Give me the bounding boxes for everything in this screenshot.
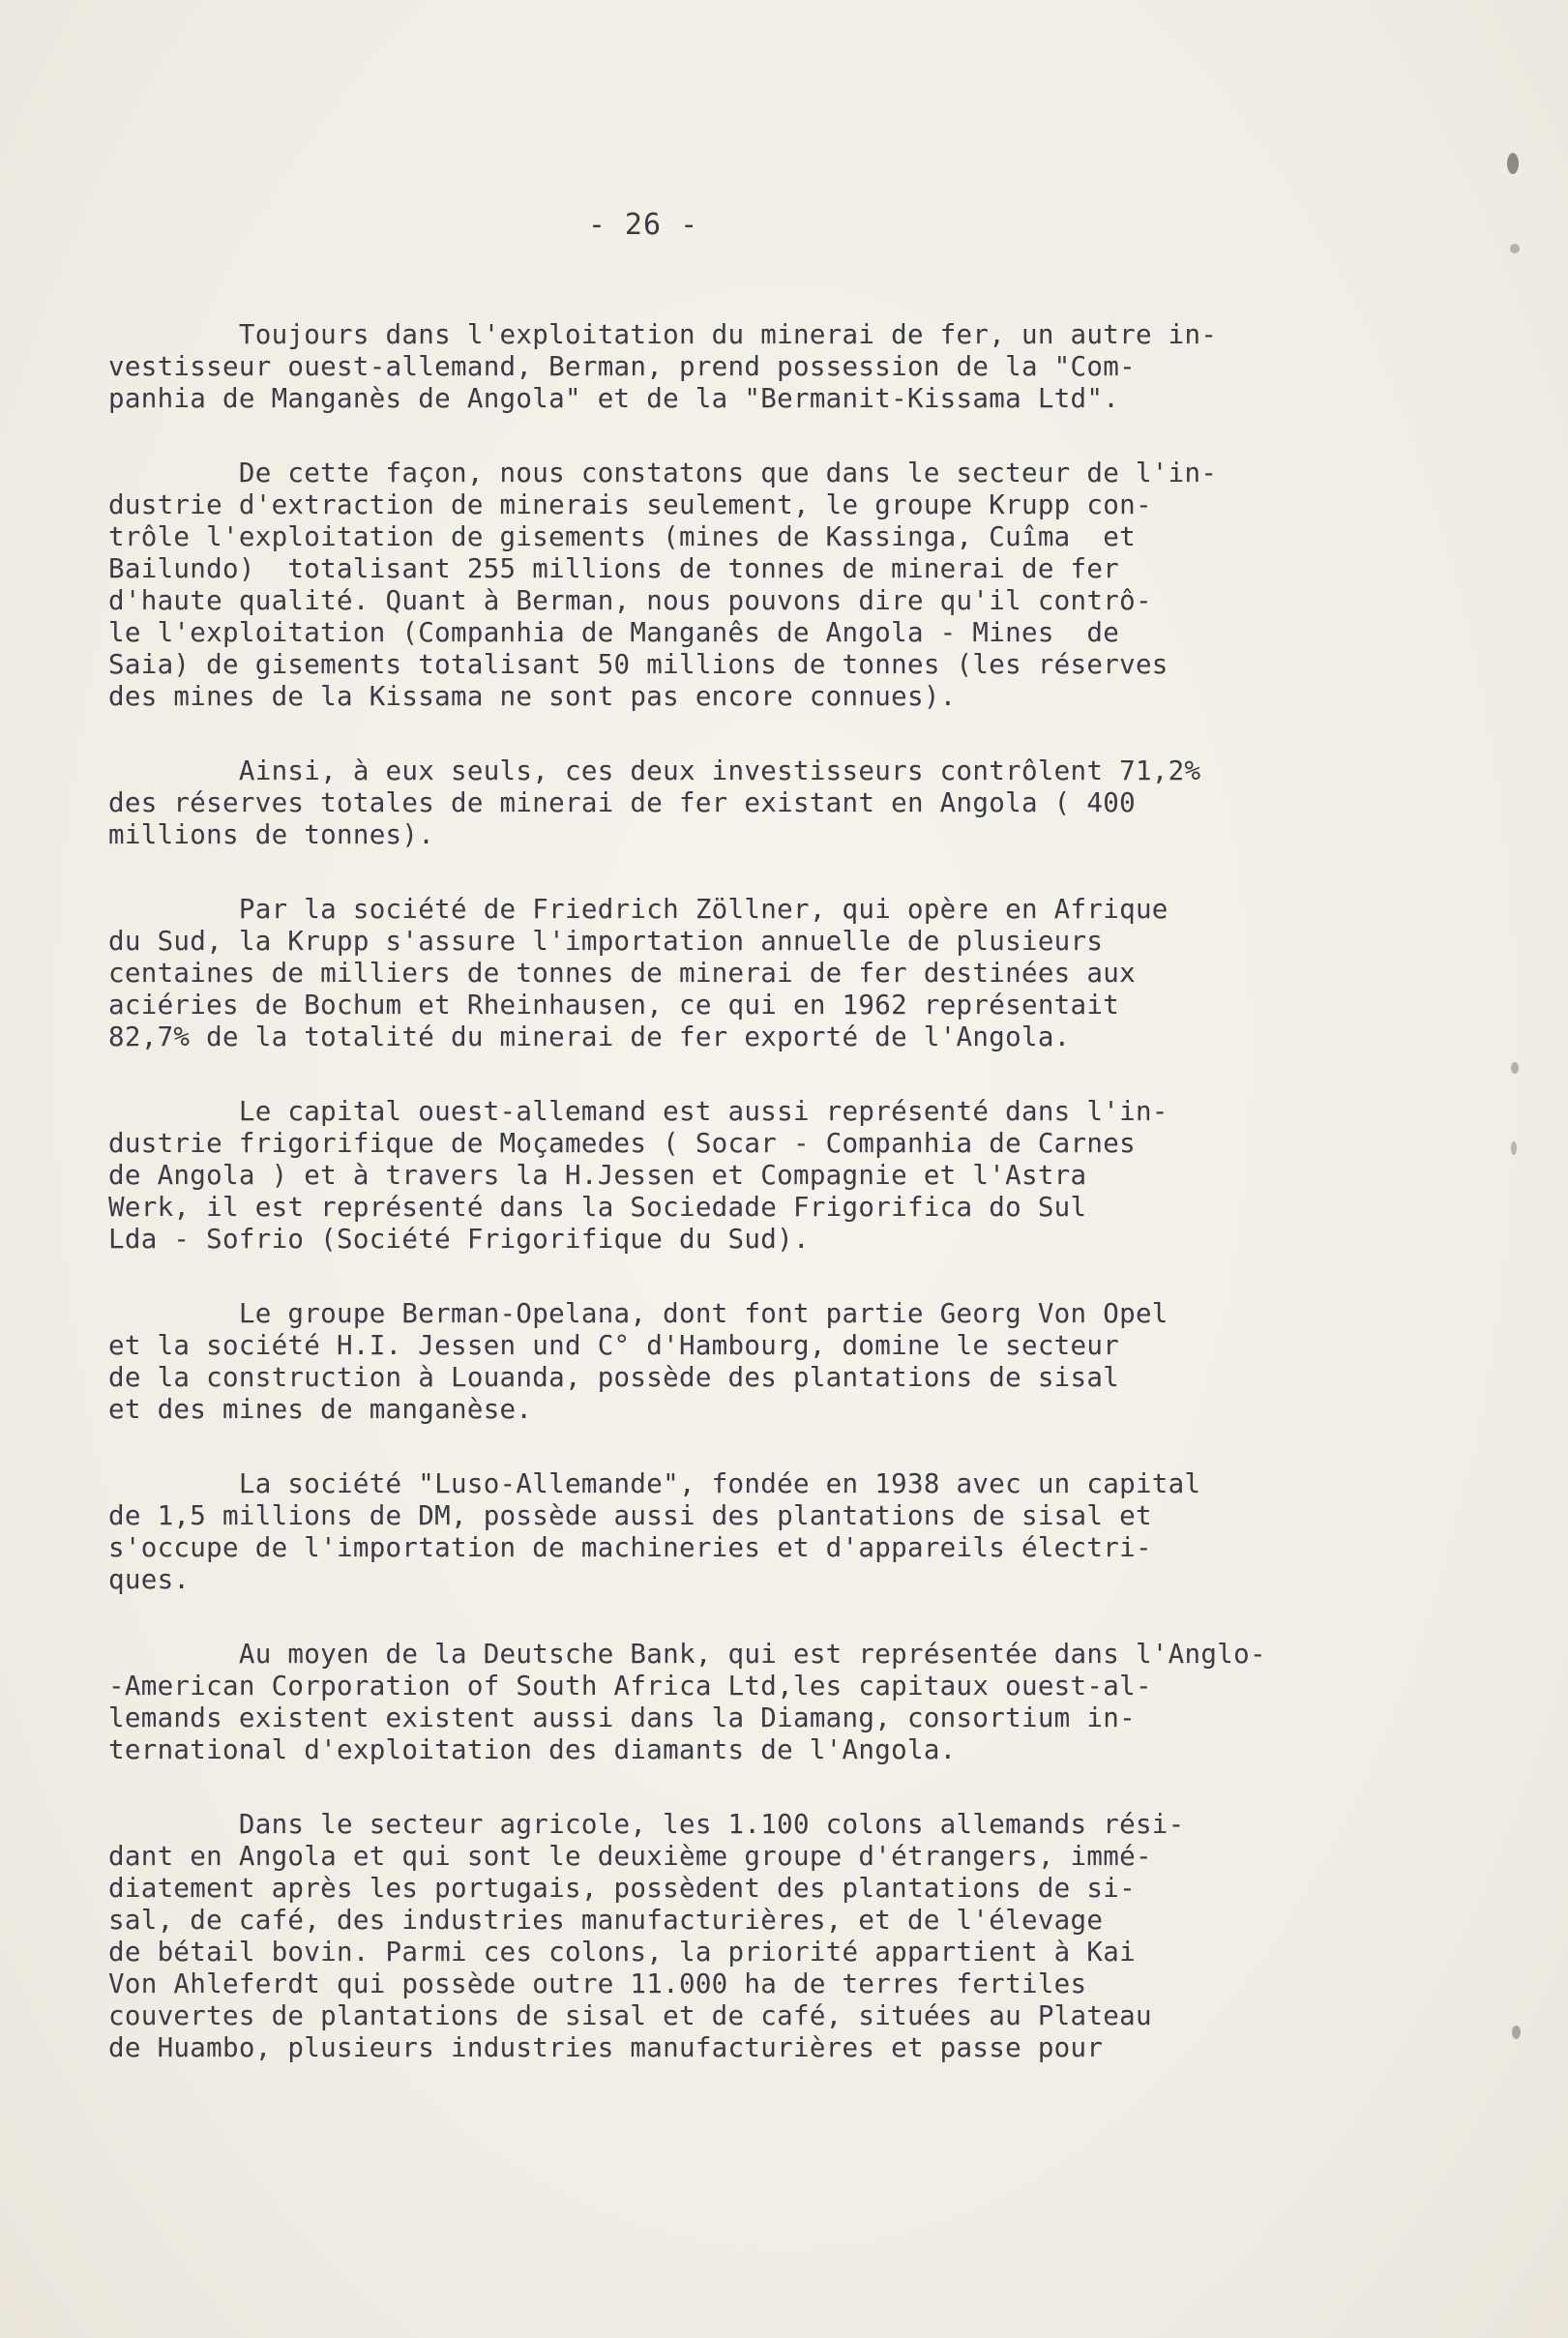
text-line: de la construction à Louanda, possède des plantations de sisal bbox=[108, 1362, 1120, 1393]
text-line: et la société H.I. Jessen und C° d'Hambourg, domine le secteur bbox=[108, 1330, 1120, 1361]
text-line: Le groupe Berman-Opelana, dont font partie Georg Von Opel bbox=[108, 1298, 1169, 1329]
text-line: Dans le secteur agricole, les 1.100 colons allemands rési- bbox=[108, 1809, 1185, 1840]
text-line: centaines de milliers de tonnes de minerai de fer destinées aux bbox=[108, 958, 1136, 989]
text-line: des mines de la Kissama ne sont pas encore connues). bbox=[108, 681, 957, 712]
paragraph bbox=[108, 1298, 1230, 1426]
text-line: sal, de café, des industries manufacturières, et de l'élevage bbox=[108, 1905, 1104, 1936]
text-line: de bétail bovin. Parmi ces colons, la priorité appartient à Kai bbox=[108, 1937, 1136, 1968]
paragraph bbox=[108, 1468, 1230, 1596]
text-line: couvertes de plantations de sisal et de café, situées au Plateau bbox=[108, 2000, 1152, 2031]
text-line: dustrie d'extraction de minerais seulement, le groupe Krupp con- bbox=[108, 489, 1152, 520]
text-line: 82,7% de la totalité du minerai de fer exporté de l'Angola. bbox=[108, 1021, 1071, 1052]
binding-hole-mark bbox=[1507, 153, 1519, 174]
text-line: vestisseur ouest-allemand, Berman, prend possession de la "Com- bbox=[108, 351, 1136, 382]
text-line: d'haute qualité. Quant à Berman, nous pouvons dire qu'il contrô- bbox=[108, 585, 1152, 616]
paragraph bbox=[108, 1809, 1230, 2064]
page-number: - 26 - bbox=[587, 208, 699, 242]
binding-hole-mark bbox=[1512, 2026, 1521, 2039]
body-text bbox=[108, 319, 1266, 2107]
text-line: de Huambo, plusieurs industries manufacturières et passe pour bbox=[108, 2032, 1104, 2063]
text-line: trôle l'exploitation de gisements (mines de Kassinga, Cuîma et bbox=[108, 521, 1136, 552]
text-line: dustrie frigorifique de Moçamedes ( Socar - Companhia de Carnes bbox=[108, 1128, 1136, 1159]
text-line: des réserves totales de minerai de fer existant en Angola ( 400 bbox=[108, 787, 1136, 818]
text-line: Bailundo) totalisant 255 millions de tonnes de minerai de fer bbox=[108, 553, 1120, 584]
text-line: diatement après les portugais, possèdent des plantations de si- bbox=[108, 1873, 1136, 1904]
text-line: ques. bbox=[108, 1564, 191, 1595]
text-line: La société "Luso-Allemande", fondée en 1938 avec un capital bbox=[108, 1468, 1201, 1499]
paragraph bbox=[108, 1096, 1230, 1256]
text-line: millions de tonnes). bbox=[108, 819, 435, 850]
paragraph bbox=[108, 755, 1230, 851]
text-line: lemands existent existent aussi dans la Diamang, consortium in- bbox=[108, 1702, 1136, 1733]
paragraph bbox=[108, 458, 1230, 713]
paragraph bbox=[108, 319, 1230, 415]
text-line: Toujours dans l'exploitation du minerai de fer, un autre in- bbox=[108, 319, 1218, 350]
binding-hole-mark bbox=[1511, 1062, 1519, 1074]
text-line: aciéries de Bochum et Rheinhausen, ce qui en 1962 représentait bbox=[108, 990, 1120, 1021]
text-line: Von Ahleferdt qui possède outre 11.000 ha de terres fertiles bbox=[108, 1968, 1087, 1999]
text-line: dant en Angola et qui sont le deuxième groupe d'étrangers, immé- bbox=[108, 1841, 1152, 1872]
text-line: -American Corporation of South Africa Ltd,les capitaux ouest-al- bbox=[108, 1671, 1152, 1702]
text-line: s'occupe de l'importation de machineries et d'appareils électri- bbox=[108, 1532, 1152, 1563]
paragraph bbox=[108, 894, 1230, 1053]
text-line: de 1,5 millions de DM, possède aussi des plantations de sisal et bbox=[108, 1500, 1152, 1531]
paragraph bbox=[108, 1639, 1266, 1766]
text-line: Ainsi, à eux seuls, ces deux investisseurs contrôlent 71,2% bbox=[108, 755, 1201, 786]
text-line: et des mines de manganèse. bbox=[108, 1394, 533, 1425]
text-line: De cette façon, nous constatons que dans le secteur de l'in- bbox=[108, 458, 1218, 488]
text-line: Werk, il est représenté dans la Sociedade Frigorifica do Sul bbox=[108, 1192, 1087, 1223]
text-line: Au moyen de la Deutsche Bank, qui est représentée dans l'Anglo- bbox=[108, 1639, 1266, 1670]
text-line: ternational d'exploitation des diamants de l'Angola. bbox=[108, 1734, 957, 1765]
text-line: Lda - Sofrio (Société Frigorifique du Sud). bbox=[108, 1224, 810, 1255]
binding-hole-mark bbox=[1511, 1141, 1517, 1155]
text-line: Par la société de Friedrich Zöllner, qui opère en Afrique bbox=[108, 894, 1169, 925]
text-line: Saia) de gisements totalisant 50 millions de tonnes (les réserves bbox=[108, 649, 1169, 680]
text-line: de Angola ) et à travers la H.Jessen et Compagnie et l'Astra bbox=[108, 1160, 1087, 1191]
text-line: Le capital ouest-allemand est aussi représenté dans l'in- bbox=[108, 1096, 1169, 1127]
text-line: panhia de Manganès de Angola" et de la "Bermanit-Kissama Ltd". bbox=[108, 383, 1120, 414]
text-line: du Sud, la Krupp s'assure l'importation annuelle de plusieurs bbox=[108, 926, 1104, 957]
binding-hole-mark bbox=[1510, 244, 1520, 253]
text-line: le l'exploitation (Companhia de Manganês de Angola - Mines de bbox=[108, 617, 1120, 648]
